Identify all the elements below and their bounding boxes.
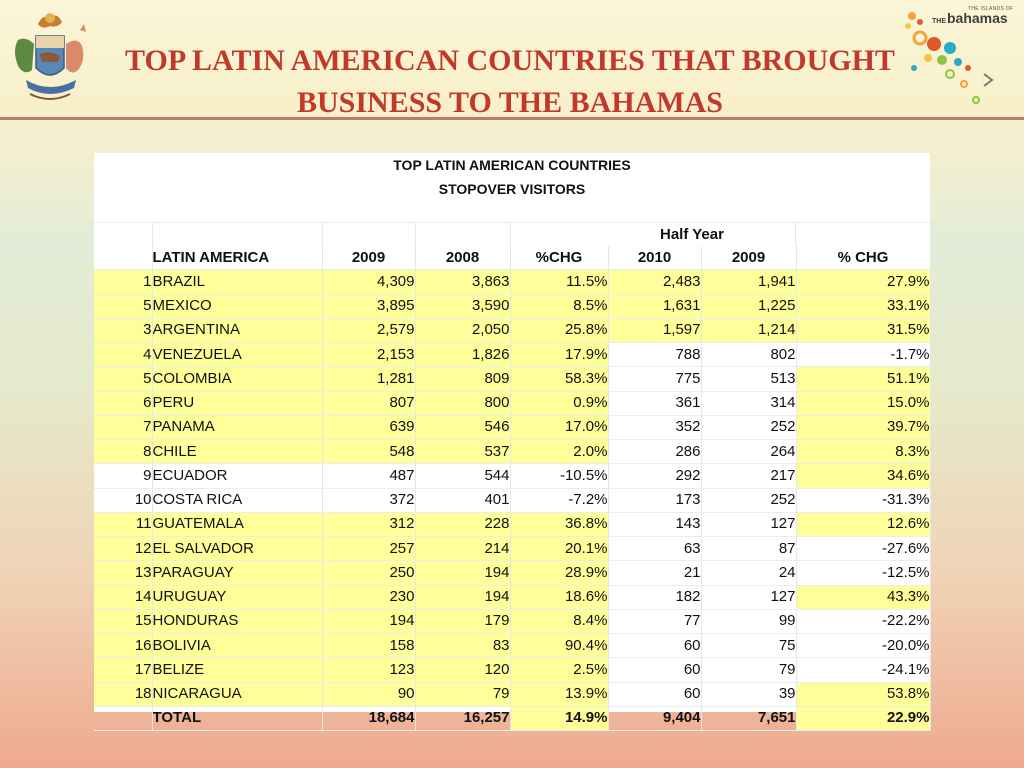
year-2008-cell: 228 [415, 512, 510, 536]
half-2010-cell: 361 [608, 391, 701, 415]
half-2009-cell: 252 [701, 415, 796, 439]
half-change-cell: 22.9% [796, 706, 930, 730]
year-2009-cell: 807 [322, 391, 415, 415]
half-2010-cell: 1,597 [608, 318, 701, 342]
half-change-cell: 33.1% [796, 294, 930, 318]
half-change-cell: 31.5% [796, 318, 930, 342]
rank-cell: 4 [94, 343, 152, 367]
year-2009-cell: 250 [322, 561, 415, 585]
half-2009-cell: 7,651 [701, 706, 796, 730]
half-2010-cell: 60 [608, 634, 701, 658]
table-row [94, 415, 930, 439]
year-2008-cell: 194 [415, 585, 510, 609]
table-row [94, 609, 930, 633]
half-change-cell: 12.6% [796, 512, 930, 536]
half-2009-cell: 1,214 [701, 318, 796, 342]
half-change-cell: -27.6% [796, 537, 930, 561]
rank-cell: 18 [94, 682, 152, 706]
country-cell: ARGENTINA [152, 318, 322, 342]
half-2010-cell: 1,631 [608, 294, 701, 318]
year-2009-cell: 90 [322, 682, 415, 706]
col-chg-header: %CHG [510, 246, 608, 270]
grid-line [94, 222, 930, 223]
change-cell: 8.5% [510, 294, 608, 318]
rank-cell: 9 [94, 464, 152, 488]
grid-line [152, 222, 153, 246]
rank-cell: 16 [94, 634, 152, 658]
year-2009-cell: 548 [322, 440, 415, 464]
year-2009-cell: 2,579 [322, 318, 415, 342]
year-2008-cell: 544 [415, 464, 510, 488]
year-2009-cell: 487 [322, 464, 415, 488]
table-row [94, 658, 930, 682]
rank-cell: 13 [94, 561, 152, 585]
half-2009-cell: 24 [701, 561, 796, 585]
half-change-cell: 51.1% [796, 367, 930, 391]
year-2008-cell: 16,257 [415, 706, 510, 730]
half-change-cell: 8.3% [796, 440, 930, 464]
rank-cell: 10 [94, 488, 152, 512]
half-2010-cell: 60 [608, 682, 701, 706]
year-2009-cell: 194 [322, 609, 415, 633]
country-cell: PERU [152, 391, 322, 415]
table-row [94, 634, 930, 658]
half-2010-cell: 21 [608, 561, 701, 585]
change-cell: 2.0% [510, 440, 608, 464]
change-cell: 17.0% [510, 415, 608, 439]
col-2008-header: 2008 [415, 246, 510, 270]
change-cell: -7.2% [510, 488, 608, 512]
rank-cell: 8 [94, 440, 152, 464]
change-cell: 11.5% [510, 270, 608, 294]
change-cell: 17.9% [510, 343, 608, 367]
table-row [94, 440, 930, 464]
table-row [94, 512, 930, 536]
country-cell: EL SALVADOR [152, 537, 322, 561]
table-row [94, 391, 930, 415]
change-cell: 36.8% [510, 512, 608, 536]
year-2009-cell: 257 [322, 537, 415, 561]
half-2009-cell: 1,225 [701, 294, 796, 318]
half-2010-cell: 292 [608, 464, 701, 488]
half-2009-cell: 1,941 [701, 270, 796, 294]
half-change-cell: 39.7% [796, 415, 930, 439]
half-change-cell: 43.3% [796, 585, 930, 609]
half-year-label: Half Year [660, 226, 724, 243]
col-hchg-header: % CHG [796, 246, 930, 270]
country-cell: VENEZUELA [152, 343, 322, 367]
half-2009-cell: 252 [701, 488, 796, 512]
page-title: TOP LATIN AMERICAN COUNTRIES THAT BROUGHT BUSINESS TO THE BAHAMAS [125, 44, 895, 119]
half-2010-cell: 63 [608, 537, 701, 561]
rank-cell: 5 [94, 367, 152, 391]
country-cell: HONDURAS [152, 609, 322, 633]
grid-line [322, 222, 323, 246]
year-2009-cell: 3,895 [322, 294, 415, 318]
year-2008-cell: 120 [415, 658, 510, 682]
half-2009-cell: 513 [701, 367, 796, 391]
half-2010-cell: 788 [608, 343, 701, 367]
year-2008-cell: 2,050 [415, 318, 510, 342]
year-2008-cell: 809 [415, 367, 510, 391]
change-cell: 13.9% [510, 682, 608, 706]
half-2009-cell: 99 [701, 609, 796, 633]
country-cell: TOTAL [152, 706, 322, 730]
country-cell: PARAGUAY [152, 561, 322, 585]
table-row [94, 318, 930, 342]
col-h2009-header: 2009 [701, 246, 796, 270]
table-row [94, 294, 930, 318]
grid-line [795, 222, 796, 246]
rank-cell: 11 [94, 512, 152, 536]
year-2009-cell: 4,309 [322, 270, 415, 294]
rank-cell: 15 [94, 609, 152, 633]
year-2008-cell: 214 [415, 537, 510, 561]
table-row [94, 537, 930, 561]
country-cell: URUGUAY [152, 585, 322, 609]
half-change-cell: -31.3% [796, 488, 930, 512]
rank-cell: 7 [94, 415, 152, 439]
rank-cell [94, 706, 152, 730]
sheet-title-line2: STOPOVER VISITORS [438, 181, 586, 197]
visitors-table [94, 246, 931, 731]
half-2010-cell: 143 [608, 512, 701, 536]
change-cell: 0.9% [510, 391, 608, 415]
half-2009-cell: 75 [701, 634, 796, 658]
year-2008-cell: 3,863 [415, 270, 510, 294]
table-row [94, 585, 930, 609]
logo-wordmark: THEbahamas [932, 10, 1008, 26]
change-cell: 25.8% [510, 318, 608, 342]
half-2010-cell: 352 [608, 415, 701, 439]
year-2009-cell: 230 [322, 585, 415, 609]
half-2009-cell: 127 [701, 585, 796, 609]
half-2010-cell: 286 [608, 440, 701, 464]
half-2010-cell: 182 [608, 585, 701, 609]
year-2008-cell: 401 [415, 488, 510, 512]
country-cell: GUATEMALA [152, 512, 322, 536]
table-row [94, 343, 930, 367]
table-row [94, 682, 930, 706]
change-cell: 2.5% [510, 658, 608, 682]
half-2010-cell: 9,404 [608, 706, 701, 730]
year-2009-cell: 1,281 [322, 367, 415, 391]
half-2009-cell: 802 [701, 343, 796, 367]
country-cell: NICARAGUA [152, 682, 322, 706]
half-change-cell: -1.7% [796, 343, 930, 367]
table-row [94, 464, 930, 488]
change-cell: 14.9% [510, 706, 608, 730]
country-cell: CHILE [152, 440, 322, 464]
grid-line [510, 222, 511, 246]
sheet-title-line1: TOP LATIN AMERICAN COUNTRIES [393, 157, 631, 173]
half-2010-cell: 775 [608, 367, 701, 391]
half-2009-cell: 314 [701, 391, 796, 415]
year-2009-cell: 372 [322, 488, 415, 512]
half-2009-cell: 87 [701, 537, 796, 561]
year-2008-cell: 194 [415, 561, 510, 585]
col-h2010-header: 2010 [608, 246, 701, 270]
half-2010-cell: 77 [608, 609, 701, 633]
change-cell: -10.5% [510, 464, 608, 488]
table-row [94, 270, 930, 294]
table-total-row [94, 706, 930, 730]
year-2009-cell: 123 [322, 658, 415, 682]
year-2008-cell: 3,590 [415, 294, 510, 318]
half-change-cell: -12.5% [796, 561, 930, 585]
table-header-row [94, 246, 930, 270]
half-2009-cell: 79 [701, 658, 796, 682]
year-2009-cell: 312 [322, 512, 415, 536]
half-change-cell: 15.0% [796, 391, 930, 415]
change-cell: 8.4% [510, 609, 608, 633]
half-2009-cell: 39 [701, 682, 796, 706]
country-cell: COLOMBIA [152, 367, 322, 391]
rank-cell: 6 [94, 391, 152, 415]
year-2008-cell: 83 [415, 634, 510, 658]
country-cell: BELIZE [152, 658, 322, 682]
grid-line [415, 222, 416, 246]
change-cell: 20.1% [510, 537, 608, 561]
half-2009-cell: 217 [701, 464, 796, 488]
half-2010-cell: 60 [608, 658, 701, 682]
year-2008-cell: 537 [415, 440, 510, 464]
half-change-cell: -22.2% [796, 609, 930, 633]
change-cell: 28.9% [510, 561, 608, 585]
year-2008-cell: 546 [415, 415, 510, 439]
table-row [94, 367, 930, 391]
year-2008-cell: 1,826 [415, 343, 510, 367]
rank-cell: 3 [94, 318, 152, 342]
year-2008-cell: 179 [415, 609, 510, 633]
change-cell: 18.6% [510, 585, 608, 609]
rank-cell: 12 [94, 537, 152, 561]
table-row [94, 488, 930, 512]
half-2010-cell: 2,483 [608, 270, 701, 294]
half-change-cell: -20.0% [796, 634, 930, 658]
rank-cell: 14 [94, 585, 152, 609]
year-2008-cell: 800 [415, 391, 510, 415]
half-2009-cell: 127 [701, 512, 796, 536]
half-change-cell: -24.1% [796, 658, 930, 682]
year-2009-cell: 18,684 [322, 706, 415, 730]
half-change-cell: 53.8% [796, 682, 930, 706]
half-2009-cell: 264 [701, 440, 796, 464]
year-2008-cell: 79 [415, 682, 510, 706]
country-cell: MEXICO [152, 294, 322, 318]
col-rank-header [94, 246, 152, 270]
change-cell: 90.4% [510, 634, 608, 658]
col-2009-header: 2009 [322, 246, 415, 270]
rank-cell: 5 [94, 294, 152, 318]
year-2009-cell: 2,153 [322, 343, 415, 367]
country-cell: ECUADOR [152, 464, 322, 488]
half-change-cell: 34.6% [796, 464, 930, 488]
year-2009-cell: 639 [322, 415, 415, 439]
logo-tagline: THE ISLANDS OF [968, 6, 1014, 12]
rank-cell: 17 [94, 658, 152, 682]
country-cell: BOLIVIA [152, 634, 322, 658]
country-cell: COSTA RICA [152, 488, 322, 512]
half-change-cell: 27.9% [796, 270, 930, 294]
table-row [94, 561, 930, 585]
year-2009-cell: 158 [322, 634, 415, 658]
country-cell: BRAZIL [152, 270, 322, 294]
country-cell: PANAMA [152, 415, 322, 439]
col-country-header: LATIN AMERICA [152, 246, 322, 270]
rank-cell: 1 [94, 270, 152, 294]
half-2010-cell: 173 [608, 488, 701, 512]
change-cell: 58.3% [510, 367, 608, 391]
